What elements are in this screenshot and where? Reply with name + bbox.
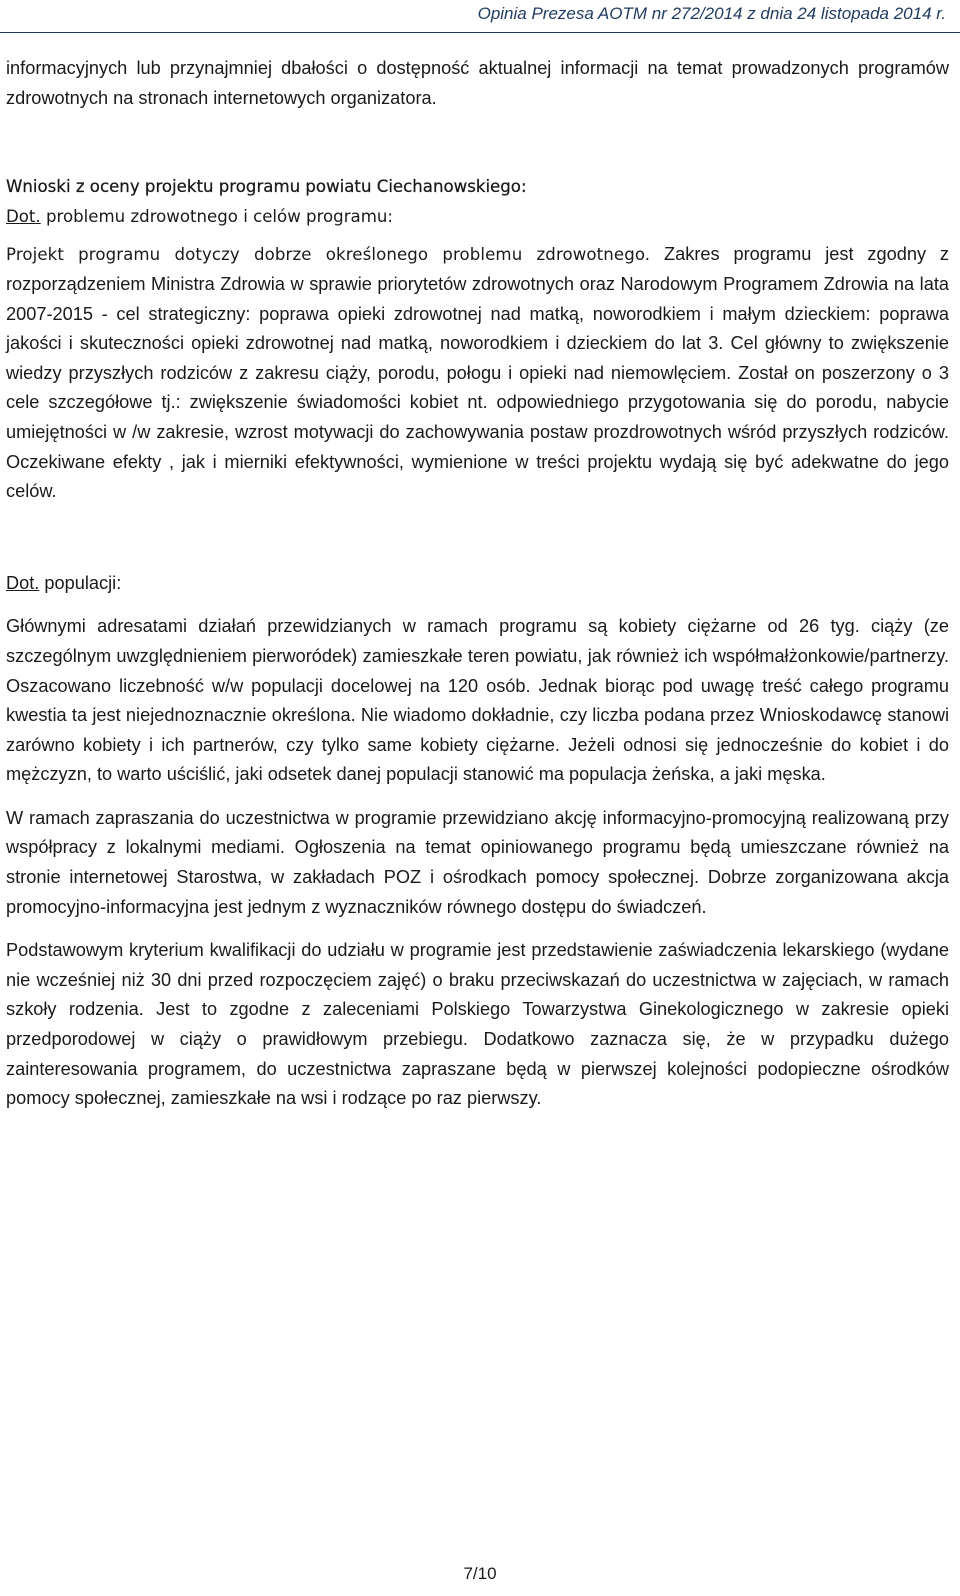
problem-paragraph-lead: Projekt programu dotyczy dobrze określonego problemu zdrowotnego. — [6, 245, 651, 265]
population-paragraph-3: Podstawowym kryterium kwalifikacji do udziału w programie jest przedstawienie zaświadczenia lekarskiego (wydane nie wcześniej niż 30 dni przed rozpoczęciem zajęć) o braku przeciwskazań do uczestnictwa w zajęciach, w ramach szkoły rodzenia. Jest to zgodne z zaleceniami Polskiego Towarzystwa Ginekologicznego w zakresie opieki przedporodowej w ciąży o prawidłowym przebiegu. Dodatkowo zaznacza się, że w przypadku dużego zainteresowania programem, do uczestnictwa zapraszane będą w pierwszej kolejności podopieczne ośrodków pomocy społecznej, zamieszkałe na wsi i rodzące po raz pierwszy. — [6, 940, 949, 1109]
population-label-text: populacji: — [39, 572, 122, 593]
population-paragraph-2: W ramach zapraszania do uczestnictwa w programie przewidziano akcję informacyjno-promocyjną realizowaną przy współpracy z lokalnymi mediami. Ogłoszenia na temat opiniowanego programu będą umieszczane również na stronie internetowej Starostwa, w zakładach POZ i ośrodkach pomocy społecznej. Dobrze zorganizowana akcja promocyjno-informacyjna jest jednym z wyznaczników równego dostępu do świadczeń. — [6, 807, 949, 917]
population-label-prefix: Dot. — [6, 572, 40, 593]
population-section-label — [6, 569, 949, 599]
problem-label-prefix: Dot. — [6, 206, 41, 226]
problem-paragraph — [6, 240, 949, 506]
header-rule — [0, 32, 960, 33]
problem-section-label — [6, 202, 949, 232]
conclusions-heading: Wnioski z oceny projektu programu powiatu Ciechanowskiego: — [6, 177, 527, 197]
problem-paragraph-text: Zakres programu jest zgodny z rozporządzeniem Ministra Zdrowia w sprawie priorytetów zdrowotnych oraz Narodowym Programem Zdrowia na lata 2007-2015 - cel strategiczny: poprawa opieki zdrowotnej nad matką, noworodkiem i małym dzieckiem: poprawa jakości i skuteczności opieki zdrowotnej nad matką, noworodkiem i dzieckiem do lat 3. Cel główny to zwiększenie wiedzy przyszłych rodziców z zakresu ciąży, porodu, połogu i opieki nad niemowlęciem. Został on poszerzony o 3 cele szczegółowe tj.: zwiększenie świadomości kobiet nt. odpowiedniego przygotowania się do porodu, nabycie umiejętności w /w zakresie, wzrost motywacji do zachowywania postaw prozdrowotnych wśród przyszłych rodziców. Oczekiwane efekty , jak i mierniki efektywności, wymienione w treści projektu wydają się być adekwatne do jego celów. — [6, 244, 949, 502]
page-number: 7/10 — [463, 1564, 497, 1583]
running-header: Opinia Prezesa AOTM nr 272/2014 z dnia 24 listopada 2014 r. — [477, 4, 946, 23]
intro-paragraph: informacyjnych lub przynajmniej dbałości o dostępność aktualnej informacji na temat prowadzonych programów zdrowotnych na stronach internetowych organizatora. — [6, 58, 949, 108]
problem-label-text: problemu zdrowotnego i celów programu: — [40, 206, 393, 226]
document-body — [6, 54, 949, 1114]
population-paragraph-1: Głównymi adresatami działań przewidzianych w ramach programu są kobiety ciężarne od 26 tyg. ciąży (ze szczególnym uwzględnieniem pierworódek) zamieszkałe teren powiatu, jak również ich współmałżonkowie/partnerzy. Oszacowano liczebność w/w populacji docelowej na 120 osób. Jednak biorąc pod uwagę treść całego programu kwestia ta jest niejednoznacznie określona. Nie wiadomo dokładnie, czy liczba podana przez Wnioskodawcę stanowi zarówno kobiety i ich partnerów, czy tylko same kobiety ciężarne. Jeżeli odnosi się jednocześnie do kobiet i do mężczyzn, to warto uściślić, jaki odsetek danej populacji stanowić ma populacja żeńska, a jaki męska. — [6, 616, 949, 785]
